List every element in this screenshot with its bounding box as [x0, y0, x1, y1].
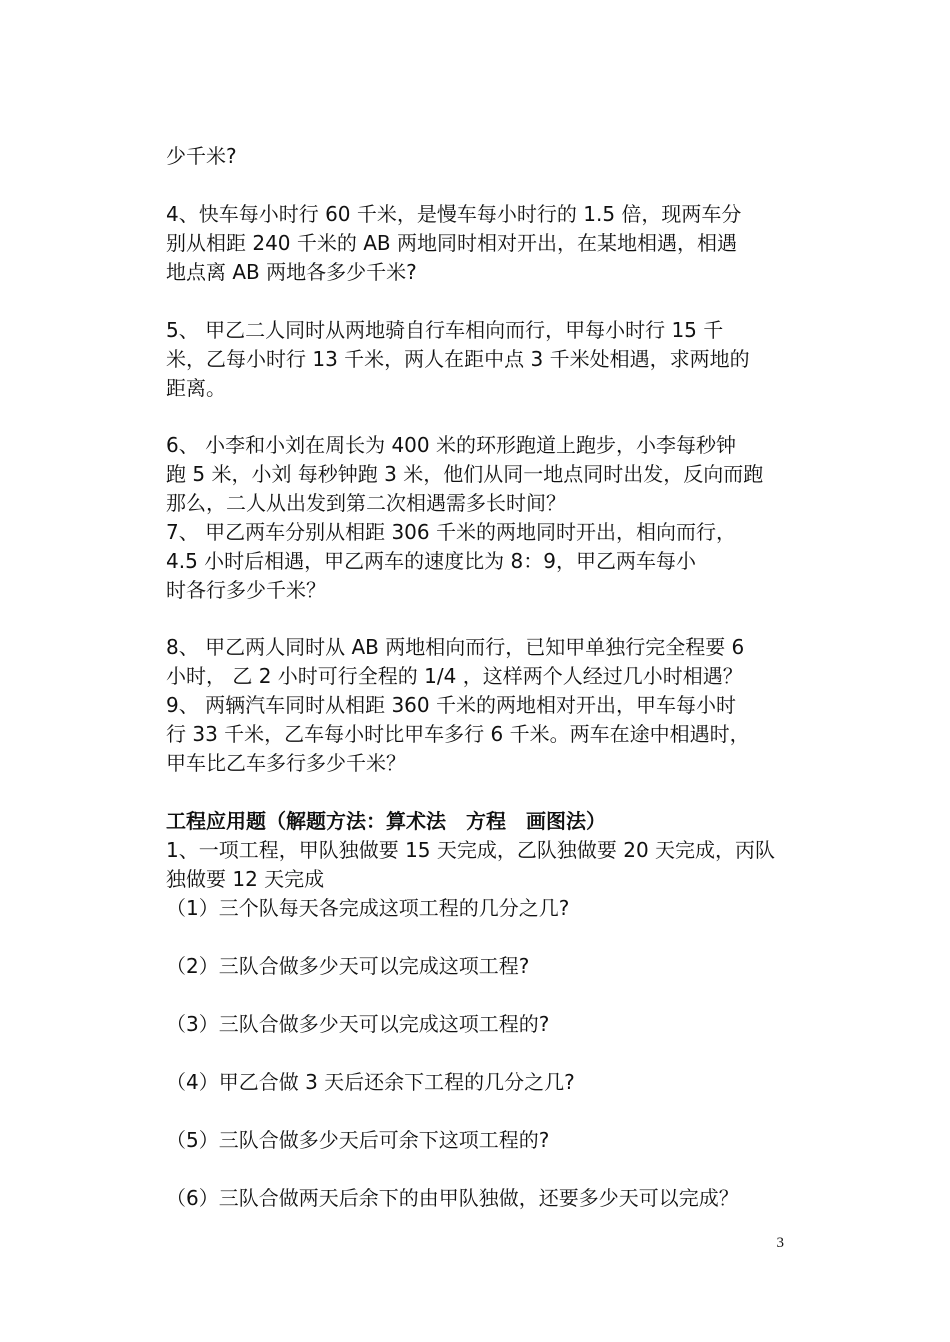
text-line: 8、 甲乙两人同时从 AB 两地相向而行，已知甲单独行完全程要 6 [166, 635, 745, 659]
text-line: （5）三队合做多少天后可余下这项工程的? [166, 1128, 550, 1152]
text-line: 小时， 乙 2 小时可行全程的 1/4 ，这样两个人经过几小时相遇？ [166, 664, 743, 688]
text-line: 5、 甲乙二人同时从两地骑自行车相向而行，甲每小时行 15 千 [166, 318, 724, 342]
text-line: 1、一项工程，甲队独做要 15 天完成，乙队独做要 20 天完成，丙队 [166, 838, 776, 862]
text-line: 时各行多少千米？ [166, 578, 326, 602]
text-line: 距离。 [166, 376, 226, 400]
text-line: 甲车比乙车多行多少千米？ [166, 751, 406, 775]
text-line: 米，乙每小时行 13 千米，两人在距中点 3 千米处相遇，求两地的 [166, 347, 750, 371]
text-line: 4、快车每小时行 60 千米，是慢车每小时行的 1.5 倍，现两车分 [166, 202, 742, 226]
text-line: 行 33 千米，乙车每小时比甲车多行 6 千米。两车在途中相遇时， [166, 722, 750, 746]
text-line: 6、 小李和小刘在周长为 400 米的环形跑道上跑步，小李每秒钟 [166, 433, 736, 457]
text-line: 地点离 AB 两地各多少千米? [166, 260, 417, 284]
text-line: （1）三个队每天各完成这项工程的几分之几? [166, 896, 570, 920]
text-line: （2）三队合做多少天可以完成这项工程? [166, 954, 530, 978]
text-line: （6）三队合做两天后余下的由甲队独做，还要多少天可以完成？ [166, 1186, 739, 1210]
text-line: 9、 两辆汽车同时从相距 360 千米的两地相对开出，甲车每小时 [166, 693, 736, 717]
page-number: 3 [776, 1235, 784, 1251]
text-line: 4.5 小时后相遇，甲乙两车的速度比为 8：9，甲乙两车每小 [166, 549, 696, 573]
text-line: 那么，二人从出发到第二次相遇需多长时间？ [166, 491, 566, 515]
text-line: 独做要 12 天完成 [166, 867, 325, 891]
text-line: 7、 甲乙两车分别从相距 306 千米的两地同时开出，相向而行， [166, 520, 736, 544]
text-line: 少千米? [166, 144, 237, 168]
text-line: （4）甲乙合做 3 天后还余下工程的几分之几? [166, 1070, 575, 1094]
text-line: 别从相距 240 千米的 AB 两地同时相对开出，在某地相遇，相遇 [166, 231, 738, 255]
text-line: （3）三队合做多少天可以完成这项工程的? [166, 1012, 550, 1036]
text-line: 跑 5 米，小刘 每秒钟跑 3 米，他们从同一地点同时出发，反向而跑 [166, 462, 764, 486]
section-heading: 工程应用题（解题方法：算术法 方程 画图法） [166, 809, 606, 833]
